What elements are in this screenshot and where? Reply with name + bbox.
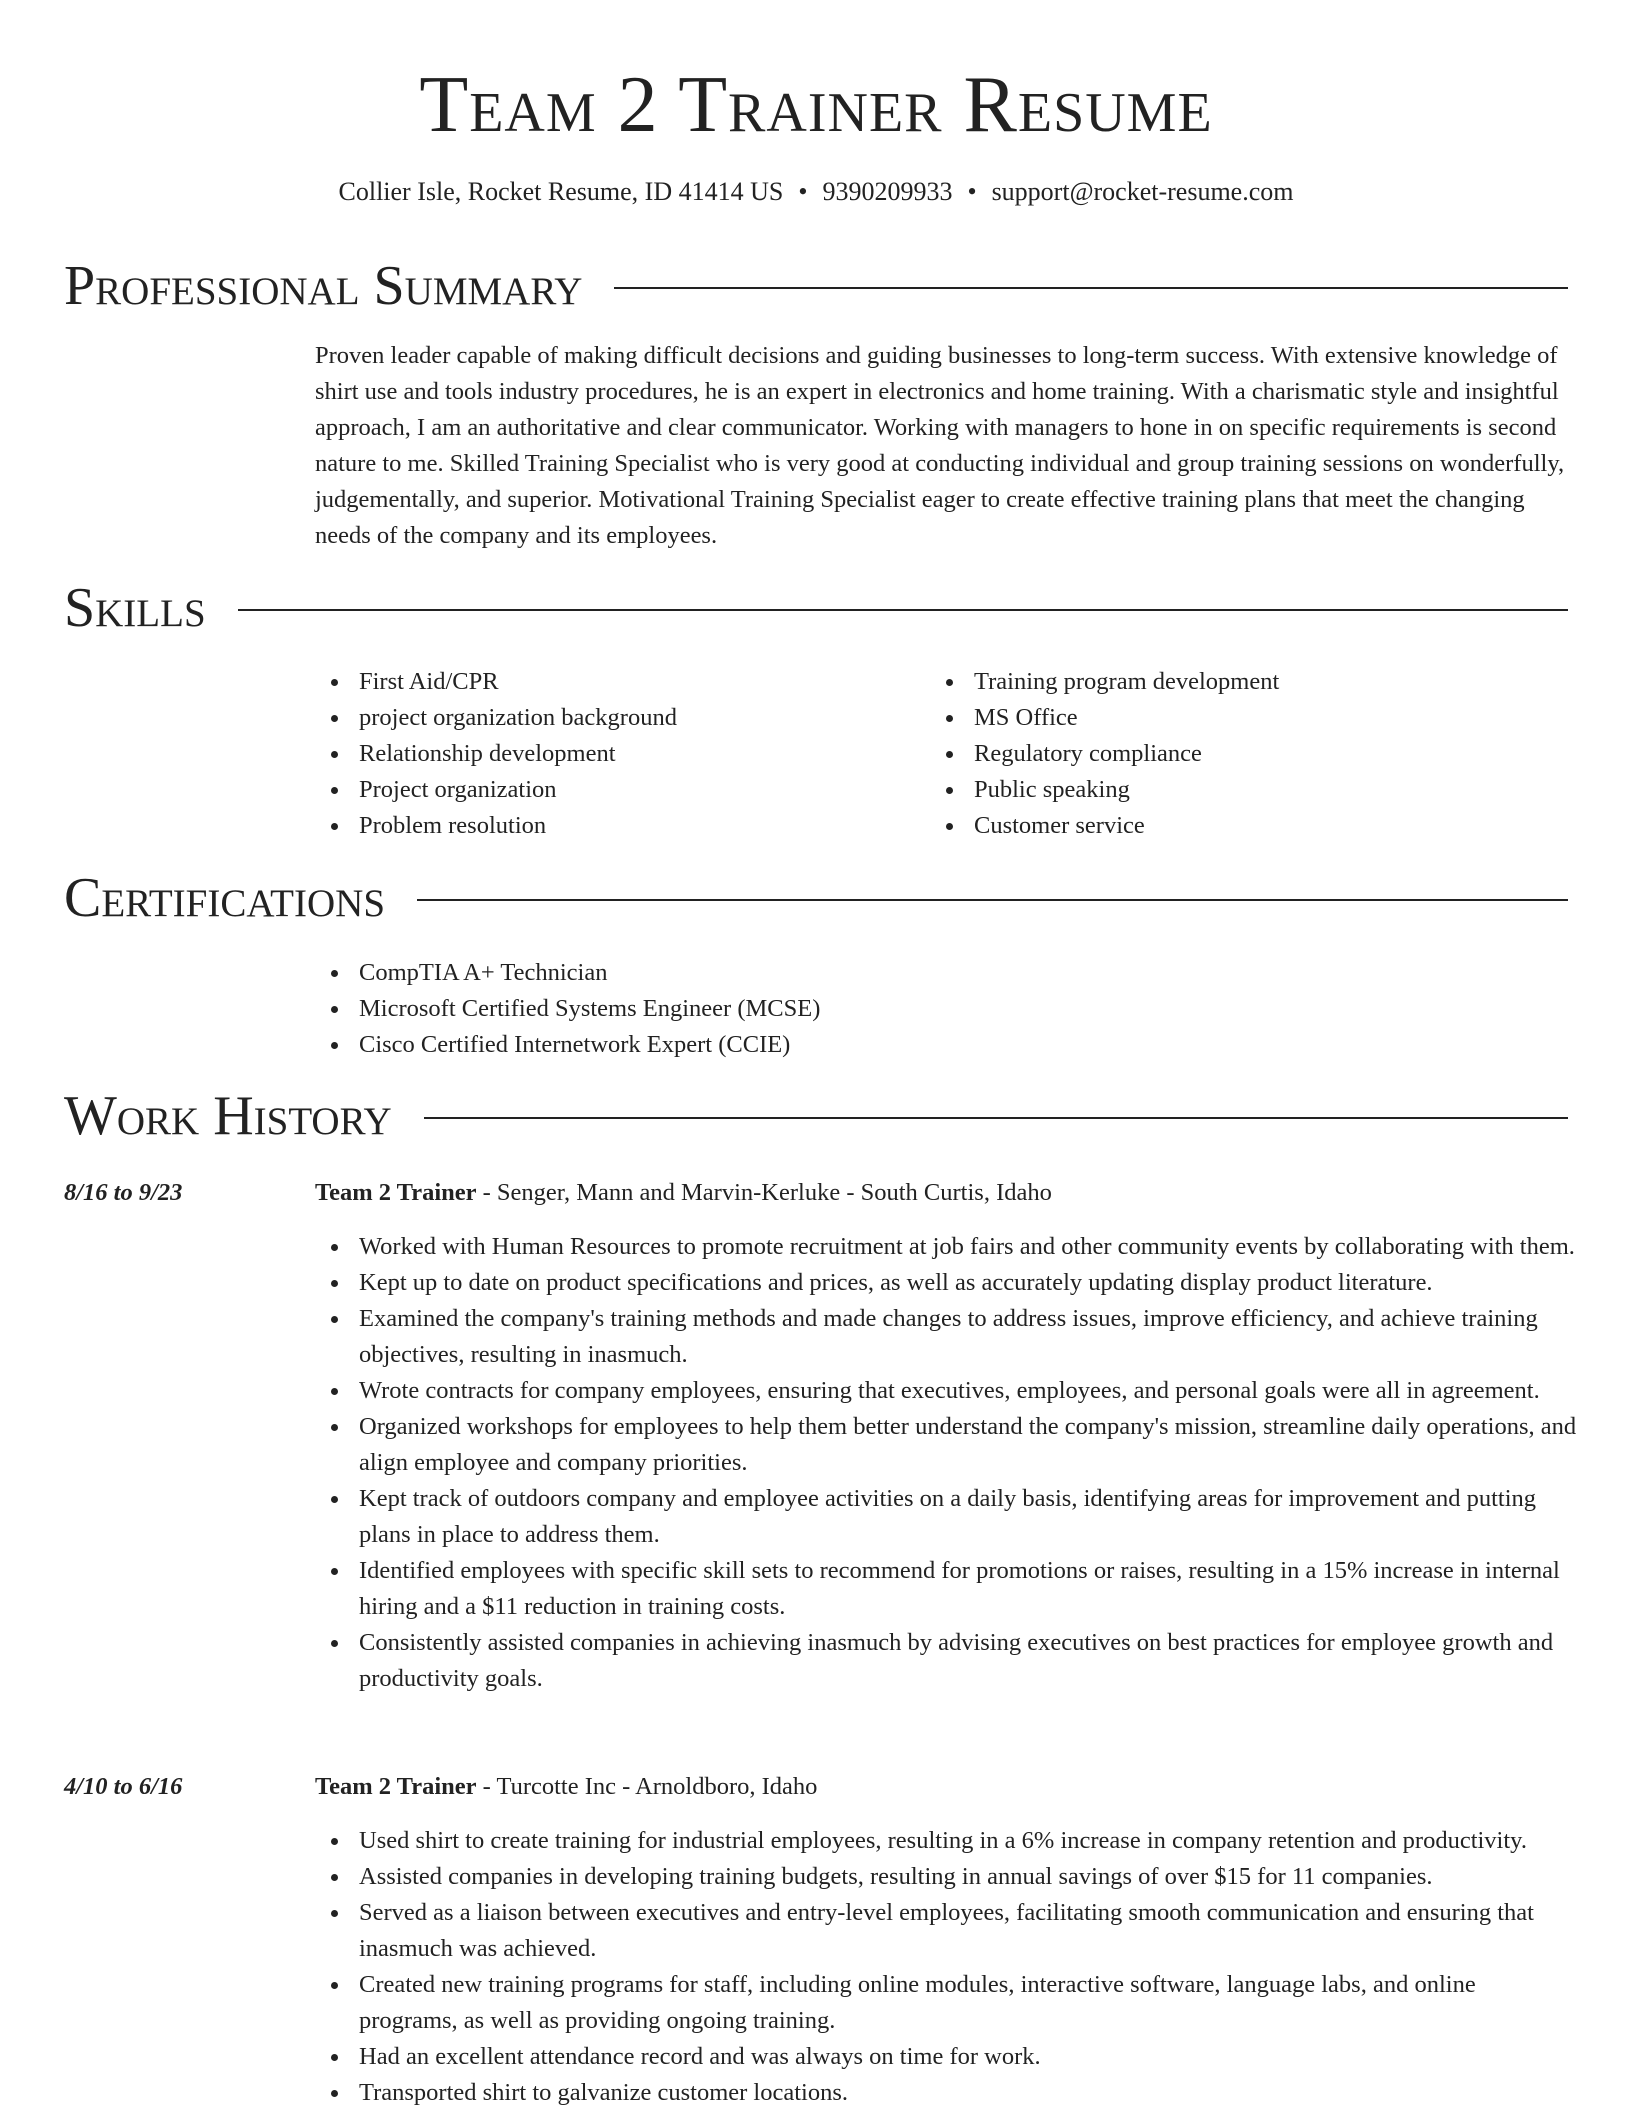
job-bullet-item: Examined the company's training methods and made changes to address issues, improve efficiency, and achieve training objectives, resulting in inasmuch. bbox=[315, 1301, 1577, 1373]
skill-item: Training program development bbox=[930, 664, 1550, 700]
job-bullet-item: Served as a liaison between executives and entry-level employees, facilitating smooth communication and ensuring that inasmuch was achieved. bbox=[315, 1895, 1577, 1967]
job-bullet-item: Kept track of outdoors company and employee activities on a daily basis, identifying areas for improvement and putting plans in place to address them. bbox=[315, 1481, 1577, 1553]
skill-item: Problem resolution bbox=[315, 808, 875, 844]
job-bullet-item: Assisted companies in developing training budgets, resulting in annual savings of over $15 for 11 companies. bbox=[315, 1859, 1577, 1895]
job-bullet-item: Wrote contracts for company employees, ensuring that executives, employees, and personal goals were all in agreement. bbox=[315, 1373, 1577, 1409]
job-bullet-item: Had an excellent attendance record and was always on time for work. bbox=[315, 2039, 1577, 2075]
job-role: Team 2 Trainer bbox=[315, 1179, 477, 1206]
job-bullet-item: Created new training programs for staff, including online modules, interactive software, language labs, and online programs, as well as providing ongoing training. bbox=[315, 1967, 1577, 2039]
job-role: Team 2 Trainer bbox=[315, 1773, 477, 1800]
skill-item: First Aid/CPR bbox=[315, 664, 875, 700]
skills-section-header bbox=[64, 576, 1568, 640]
contact-email[interactable]: support@rocket-resume.com bbox=[991, 177, 1294, 206]
job-employer: - Senger, Mann and Marvin-Kerluke - South Curtis, Idaho bbox=[476, 1179, 1052, 1206]
skill-item: Customer service bbox=[930, 808, 1550, 844]
skills-list-left bbox=[315, 664, 875, 844]
job-bullet-item: Identified employees with specific skill sets to recommend for promotions or raises, resulting in a 15% increase in internal hiring and a $11 reduction in training costs. bbox=[315, 1553, 1577, 1625]
skills-list-right bbox=[930, 664, 1550, 844]
job-dates: 4/10 to 6/16 bbox=[64, 1773, 183, 1800]
skill-item: Regulatory compliance bbox=[930, 736, 1550, 772]
summary-section-header bbox=[64, 254, 1568, 318]
job-employer: - Turcotte Inc - Arnoldboro, Idaho bbox=[476, 1773, 818, 1800]
contact-separator: • bbox=[798, 177, 808, 206]
contact-line bbox=[0, 172, 1632, 212]
job-title-line bbox=[315, 1769, 817, 1805]
work-history-heading: Work History bbox=[64, 1085, 392, 1147]
skill-item: Public speaking bbox=[930, 772, 1550, 808]
certifications-list bbox=[315, 955, 1570, 1063]
certification-item: Cisco Certified Internetwork Expert (CCIE) bbox=[315, 1027, 1570, 1063]
skill-item: project organization background bbox=[315, 700, 875, 736]
section-divider bbox=[417, 899, 1568, 901]
skill-item: Project organization bbox=[315, 772, 875, 808]
job-bullet-item: Transported shirt to galvanize customer locations. bbox=[315, 2075, 1577, 2111]
skills-heading: Skills bbox=[64, 577, 206, 639]
skill-item: MS Office bbox=[930, 700, 1550, 736]
certifications-heading: Certifications bbox=[64, 867, 386, 929]
contact-address: Collier Isle, Rocket Resume, ID 41414 US bbox=[338, 177, 784, 206]
certification-item: CompTIA A+ Technician bbox=[315, 955, 1570, 991]
summary-heading: Professional Summary bbox=[64, 255, 583, 317]
contact-separator: • bbox=[967, 177, 977, 206]
section-divider bbox=[238, 609, 1568, 611]
resume-title: Team 2 Trainer Resume bbox=[419, 61, 1213, 149]
job-bullet-item: Used shirt to create training for industrial employees, resulting in a 6% increase in company retention and productivity. bbox=[315, 1823, 1577, 1859]
contact-phone: 9390209933 bbox=[822, 177, 953, 206]
job-bullets bbox=[315, 1823, 1577, 2111]
job-bullet-item: Organized workshops for employees to help them better understand the company's mission, streamline daily operations, and align employee and company priorities. bbox=[315, 1409, 1577, 1481]
section-divider bbox=[614, 287, 1568, 289]
certifications-section-header bbox=[64, 866, 1568, 930]
skill-item: Relationship development bbox=[315, 736, 875, 772]
work-history-section-header bbox=[64, 1084, 1568, 1148]
job-bullet-item: Consistently assisted companies in achieving inasmuch by advising executives on best practices for employee growth and productivity goals. bbox=[315, 1625, 1577, 1697]
section-divider bbox=[424, 1117, 1568, 1119]
job-title-line bbox=[315, 1175, 1052, 1211]
job-bullets bbox=[315, 1229, 1577, 1697]
job-dates: 8/16 to 9/23 bbox=[64, 1179, 183, 1206]
certification-item: Microsoft Certified Systems Engineer (MCSE) bbox=[315, 991, 1570, 1027]
job-bullet-item: Kept up to date on product specifications and prices, as well as accurately updating display product literature. bbox=[315, 1265, 1577, 1301]
summary-text: Proven leader capable of making difficult decisions and guiding businesses to long-term success. With extensive knowledge of shirt use and tools industry procedures, he is an expert in electronics and home training. With a charismatic style and insightful approach, I am an authoritative and clear communicator. Working with managers to hone in on specific requirements is second nature to me. Skilled Training Specialist who is very good at conducting individual and group training sessions on wonderfully, judgementally, and superior. Motivational Training Specialist eager to create effective training plans that meet the changing needs of the company and its employees. bbox=[315, 342, 1565, 549]
job-bullet-item: Worked with Human Resources to promote recruitment at job fairs and other community events by collaborating with them. bbox=[315, 1229, 1577, 1265]
